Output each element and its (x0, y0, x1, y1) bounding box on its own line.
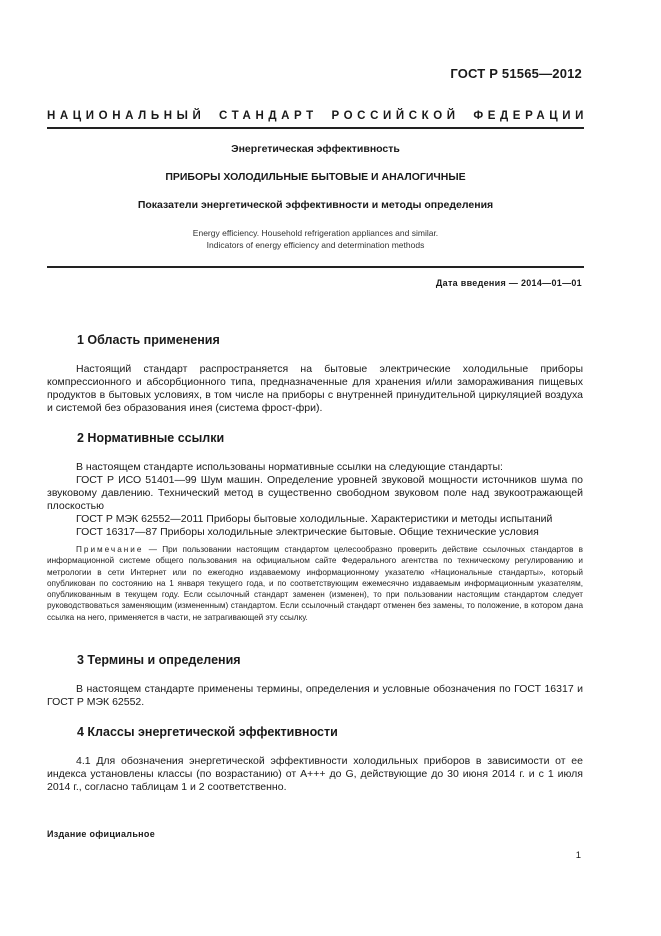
section-4-body (47, 755, 583, 794)
national-word: РОССИЙСКОЙ (331, 110, 460, 122)
national-word: ФЕДЕРАЦИИ (473, 110, 588, 122)
national-word: НАЦИОНАЛЬНЫЙ (47, 110, 206, 122)
doc-number: ГОСТ Р 51565—2012 (450, 66, 582, 81)
section-2-intro: В настоящем стандарте использованы нормативные ссылки на следующие стандарты: (76, 461, 503, 473)
header-divider (47, 127, 584, 129)
english-title-2: Indicators of energy efficiency and determination methods (206, 240, 425, 250)
section-3-body (47, 683, 583, 709)
section-1-text: Настоящий стандарт распространяется на бытовые электрические холодильные приборы компрессионного и абсорбционного типа, предназначенные для хранения и/или замораживания пищевых продуктов в бытовых условиях, в том числе на приборы с внутренней принудительной циркуляцией воздуха и системой без образования инея (система фрост-фри). (47, 363, 583, 414)
reference-3: ГОСТ 16317—87 Приборы холодильные электрические бытовые. Общие технические условия (76, 526, 539, 538)
title-line-2: ПРИБОРЫ ХОЛОДИЛЬНЫЕ БЫТОВЫЕ И АНАЛОГИЧНЫЕ (165, 171, 466, 183)
page-number: 1 (575, 850, 581, 861)
section-3-heading: 3 Термины и определения (77, 653, 241, 667)
national-standard-line (47, 110, 588, 122)
note-label: Примечание (76, 545, 144, 554)
note-text: — При пользовании настоящим стандартом целесообразно проверить действие ссылочных стандартов в информационной системе общего пользования на официальном сайте Федерального агентства по техническому регулированию и метрологии в сети Интернет или по ежегодно издаваемому информационному указателю «Национальные стандарты», который опубликован по состоянию на 1 января текущего года, и по соответствующим ежемесячно издаваемым информационным указателям, опубликованным в текущем году. Если ссылочный стандарт заменен (изменен), то при пользовании настоящим стандартом следует руководствоваться заменяющим (измененным) стандартом. Если ссылочный стандарт отменен без замены, то положение, в котором дана ссылка на него, применяется в части, не затрагивающей эту ссылку. (47, 545, 583, 622)
english-title-1: Energy efficiency. Household refrigeration appliances and similar. (192, 228, 439, 238)
section-4-text: 4.1 Для обозначения энергетической эффективности холодильных приборов в зависимости от ее индекса установлены классы (по возрастанию) от А+++ до G, действующие до 30 июня 2014 г. и с 1 июля 2014 г., согласно таблицам 1 и 2 соответственно. (47, 755, 583, 793)
section-1-heading: 1 Область применения (77, 333, 220, 347)
title-divider (47, 266, 584, 268)
reference-2: ГОСТ Р МЭК 62552—2011 Приборы бытовые холодильные. Характеристики и методы испытаний (76, 513, 553, 525)
edition-label: Издание официальное (47, 829, 156, 839)
title-line-3: Показатели энергетической эффективности и методы определения (137, 199, 494, 211)
introduction-date: Дата введения — 2014—01—01 (435, 278, 582, 288)
reference-1 (47, 474, 583, 513)
section-1-body (47, 363, 583, 415)
section-3-text: В настоящем стандарте применены термины, определения и условные обозначения по ГОСТ 16317 и ГОСТ Р МЭК 62552. (47, 683, 583, 708)
title-line-1: Энергетическая эффективность (231, 143, 400, 155)
reference-note (47, 544, 583, 623)
national-word: СТАНДАРТ (219, 110, 318, 122)
section-2-heading: 2 Нормативные ссылки (77, 431, 225, 445)
section-4-heading: 4 Классы энергетической эффективности (77, 725, 338, 739)
reference-1-text: ГОСТ Р ИСО 51401—99 Шум машин. Определение уровней звуковой мощности источников шума по звуковому давлению. Технический метод в существенно свободном звуковом поле над звукоотражающей плоскостью (47, 474, 583, 512)
